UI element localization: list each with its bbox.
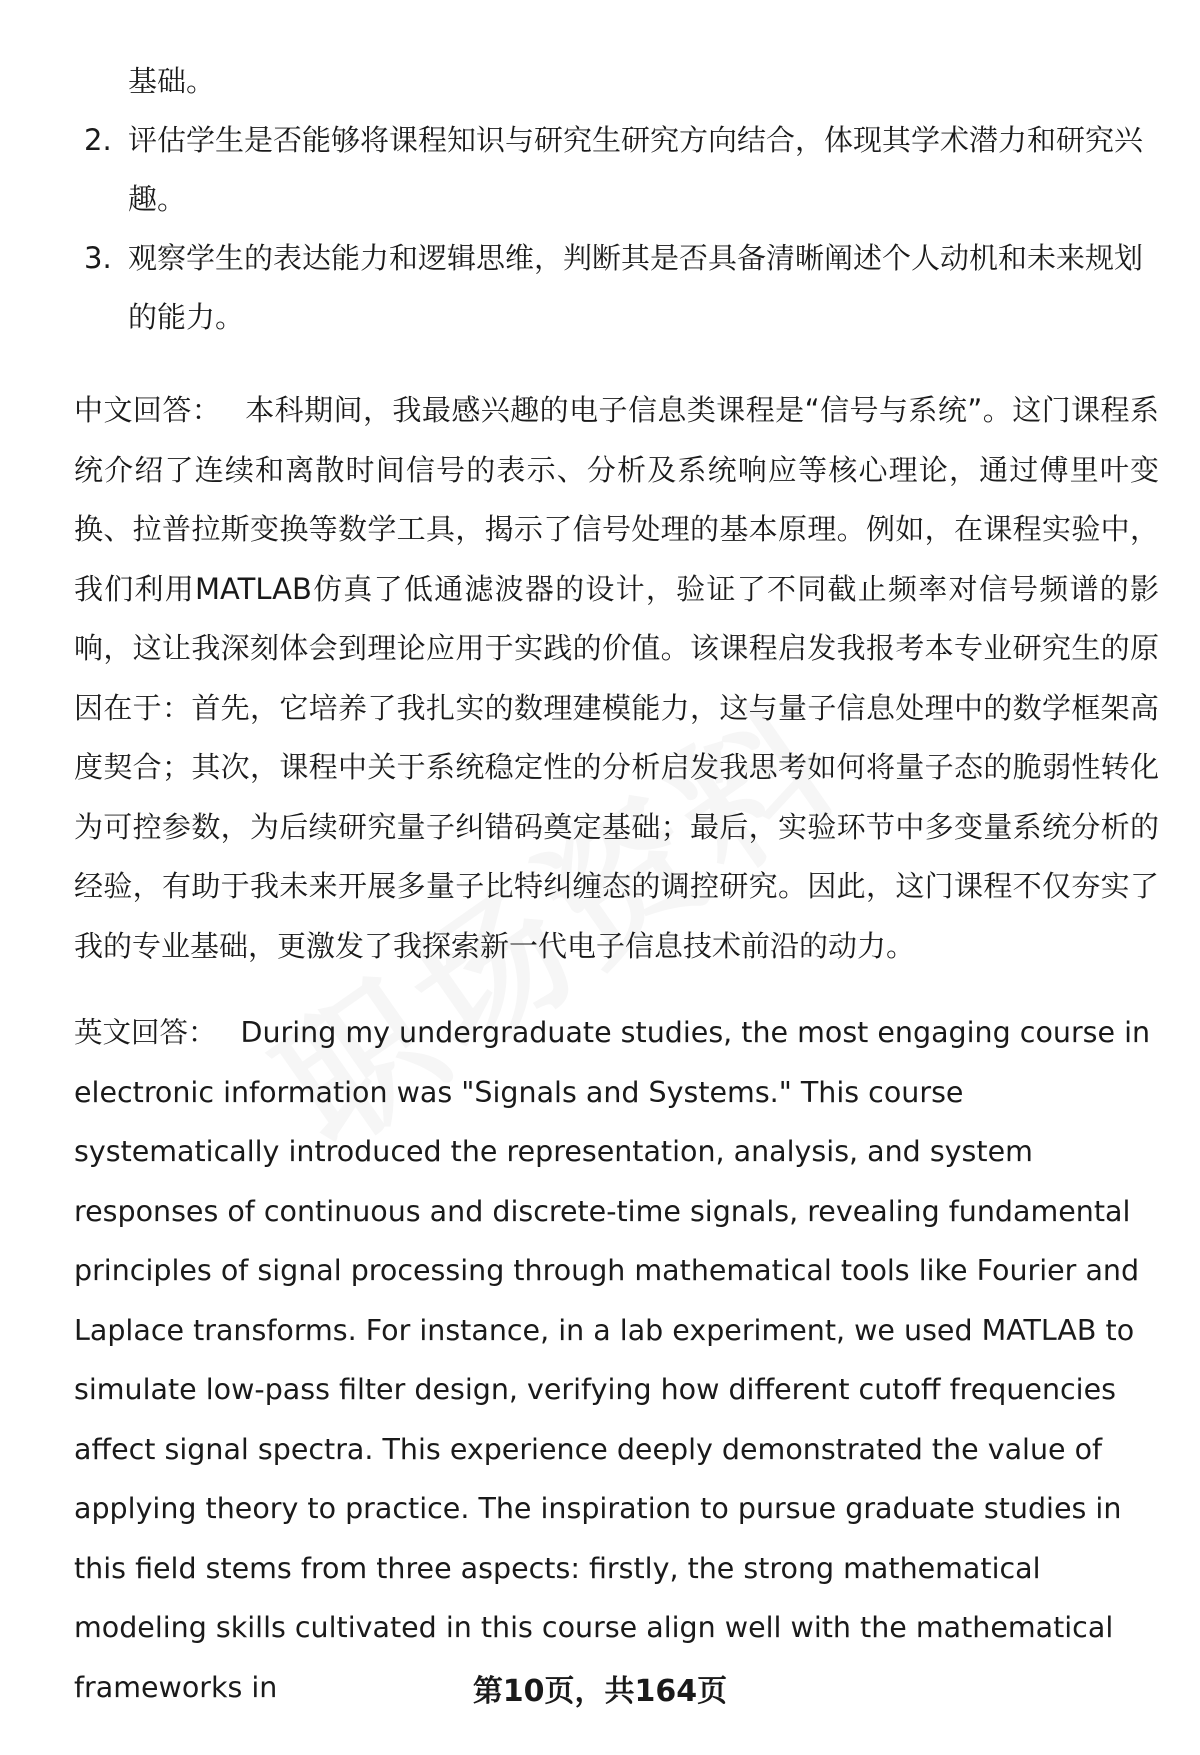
english-answer-label: 英文回答： [74,1016,217,1049]
page-number-footer: 第10页，共164页 [472,1674,728,1709]
list-number: 2. [84,123,112,157]
list-item-3 [84,229,1144,347]
list-item-2 [84,111,1144,229]
criteria-list [84,52,1144,347]
list-item-text: 观察学生的表达能力和逻辑思维，判断其是否具备清晰阐述个人动机和未来规划的能力。 [128,241,1144,334]
list-item-text: 评估学生是否能够将课程知识与研究生研究方向结合，体现其学术潜力和研究兴趣。 [128,123,1144,216]
chinese-answer-label: 中文回答： [74,393,222,427]
list-item-continuation [84,52,1144,111]
english-answer-paragraph [74,1003,1159,1717]
chinese-answer-text: 本科期间，我最感兴趣的电子信息类课程是“信号与系统”。这门课程系统介绍了连续和离散时间信号的表示、分析及系统响应等核心理论，通过傅里叶变换、拉普拉斯变换等数学工具，揭示了信号处理的基本原理。例如，在课程实验中，我们利用MATLAB仿真了低通滤波器的设计，验证了不同截止频率对信号频谱的影响，这让我深刻体会到理论应用于实践的价值。该课程启发我报考本专业研究生的原因在于：首先，它培养了我扎实的数理建模能力，这与量子信息处理中的数学框架高度契合；其次，课程中关于系统稳定性的分析启发我思考如何将量子态的脆弱性转化为可控参数，为后续研究量子纠错码奠定基础；最后，实验环节中多变量系统分析的经验，有助于我未来开展多量子比特纠缠态的调控研究。因此，这门课程不仅夯实了我的专业基础，更激发了我探索新一代电子信息技术前沿的动力。 [74,393,1159,963]
list-item-text: 基础。 [128,64,216,98]
list-number: 3. [84,241,112,275]
english-answer-text: During my undergraduate studies, the most engaging course in electronic information was "Signals and Systems." This course systematically introduced the representation, analysis, and system responses of continuous and discrete-time signals, revealing fundamental principles of signal processing through mathematical tools like Fourier and Laplace transforms. For instance, in a lab experiment, we used MATLAB to simulate low-pass filter design, verifying how different cutoff frequencies affect signal spectra. This experience deeply demonstrated the value of applying theory to practice. The inspiration to pursue graduate studies in this field stems from three aspects: firstly, the strong mathematical modeling skills cultivated in this course align well with the mathematical frameworks in [74,1016,1151,1704]
chinese-answer-paragraph [74,381,1159,976]
